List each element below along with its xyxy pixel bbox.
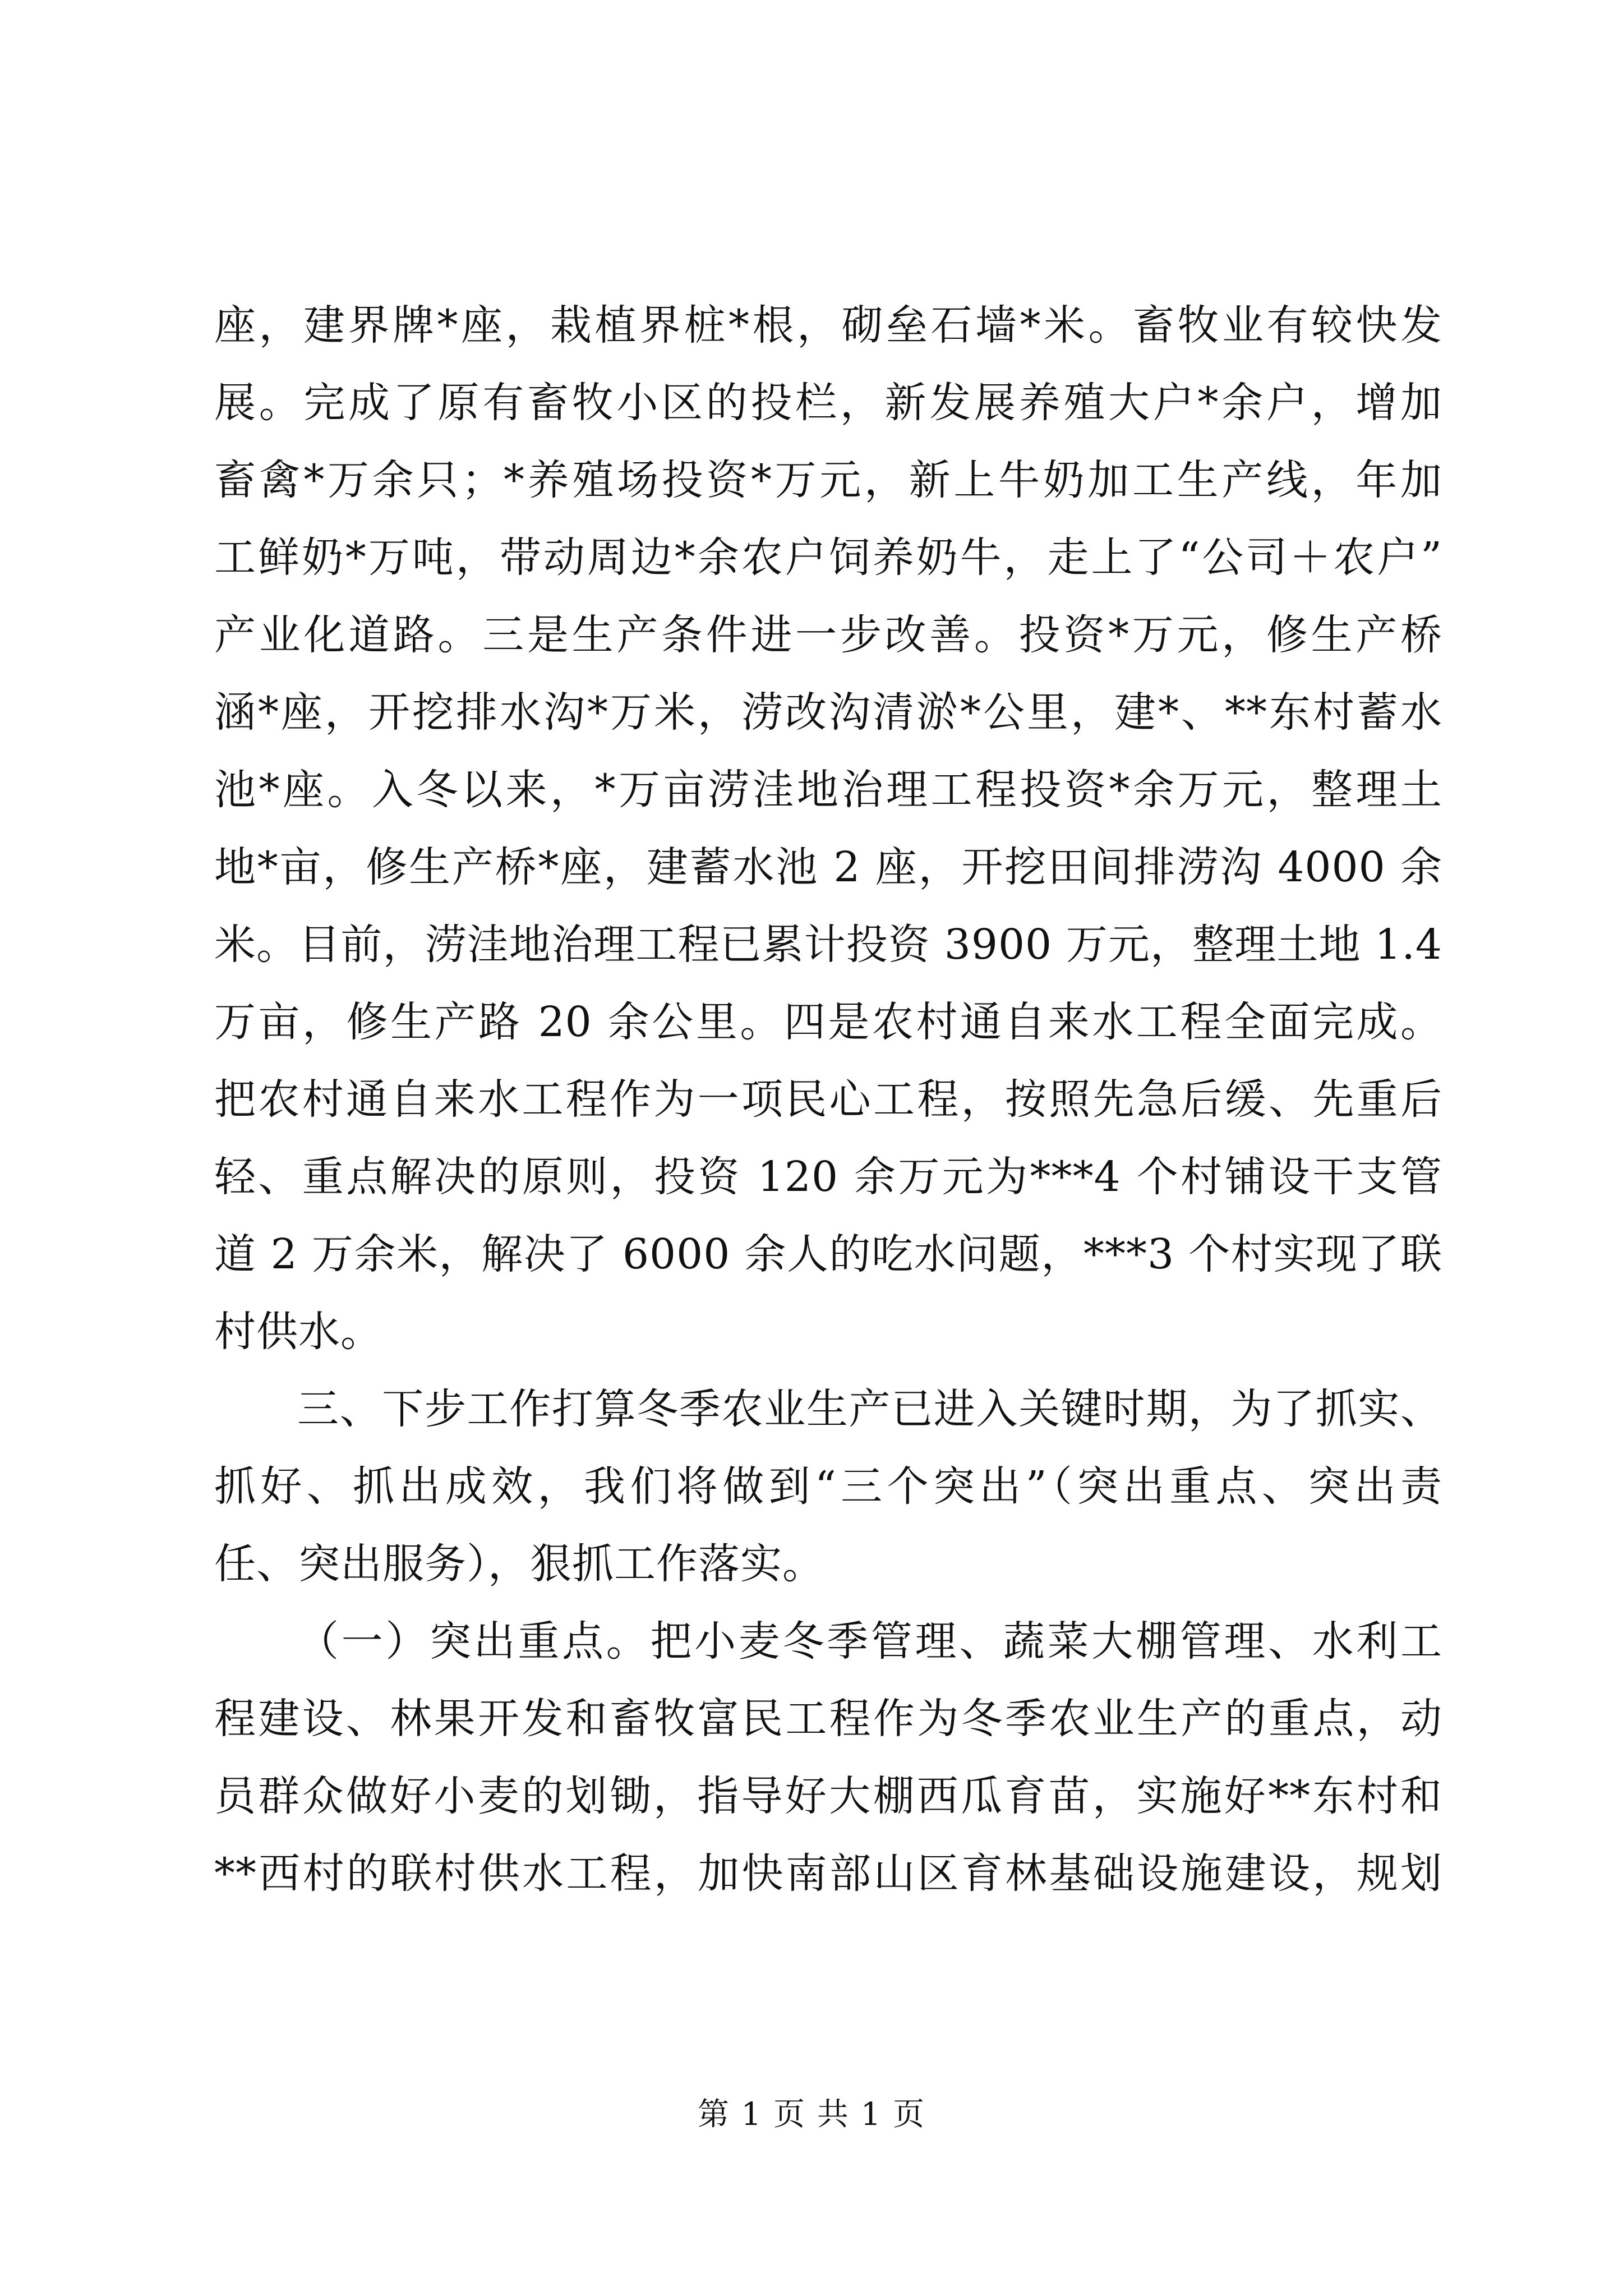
paragraph-4-line-2: 程建设、林果开发和畜牧富民工程作为冬季农业生产的重点，动 xyxy=(214,1695,1442,1743)
paragraph-3-line-2: 抓好、抓出成效，我们将做到“三个突出”（突出重点、突出责 xyxy=(214,1462,1442,1511)
text-line-12: 轻、重点解决的原则，投资 120 余万元为***4 个村铺设干支管 xyxy=(214,1153,1442,1201)
paragraph-4-line-4: **西村的联村供水工程，加快南部山区育林基础设施建设，规划 xyxy=(214,1849,1442,1898)
paragraph-3-line-3: 任、突出服务），狠抓工作落实。 xyxy=(214,1540,824,1588)
text-line-1: 座，建界牌*座，栽植界桩*根，砌垒石墙*米。畜牧业有较快发 xyxy=(214,301,1442,349)
text-line-3: 畜禽*万余只；*养殖场投资*万元，新上牛奶加工生产线，年加 xyxy=(214,456,1442,504)
paragraph-3-line-1: 三、下步工作打算冬季农业生产已进入关键时期，为了抓实、 xyxy=(297,1385,1442,1433)
text-line-14: 村供水。 xyxy=(214,1308,382,1356)
text-line-5: 产业化道路。三是生产条件进一步改善。投资*万元，修生产桥 xyxy=(214,611,1442,659)
paragraph-4-line-1: （一）突出重点。把小麦冬季管理、蔬菜大棚管理、水利工 xyxy=(297,1617,1442,1665)
text-line-2: 展。完成了原有畜牧小区的投栏，新发展养殖大户*余户，增加 xyxy=(214,379,1442,427)
text-line-7: 池*座。入冬以来，*万亩涝洼地治理工程投资*余万元，整理土 xyxy=(214,766,1442,814)
text-line-11: 把农村通自来水工程作为一项民心工程，按照先急后缓、先重后 xyxy=(214,1075,1442,1124)
text-line-8: 地*亩，修生产桥*座，建蓄水池 2 座，开挖田间排涝沟 4000 余 xyxy=(214,843,1442,891)
text-line-10: 万亩，修生产路 20 余公里。四是农村通自来水工程全面完成。 xyxy=(214,998,1442,1046)
text-line-9: 米。目前，涝洼地治理工程已累计投资 3900 万元，整理土地 1.4 xyxy=(214,921,1442,969)
text-line-4: 工鲜奶*万吨，带动周边*余农户饲养奶牛，走上了“公司＋农户” xyxy=(214,533,1442,582)
text-line-6: 涵*座，开挖排水沟*万米，涝改沟清淤*公里，建*、**东村蓄水 xyxy=(214,688,1442,737)
text-line-13: 道 2 万余米，解决了 6000 余人的吃水问题，***3 个村实现了联 xyxy=(214,1230,1442,1278)
paragraph-4-line-3: 员群众做好小麦的划锄，指导好大棚西瓜育苗，实施好**东村和 xyxy=(214,1772,1442,1820)
page-footer: 第 1 页 共 1 页 xyxy=(697,2096,926,2133)
